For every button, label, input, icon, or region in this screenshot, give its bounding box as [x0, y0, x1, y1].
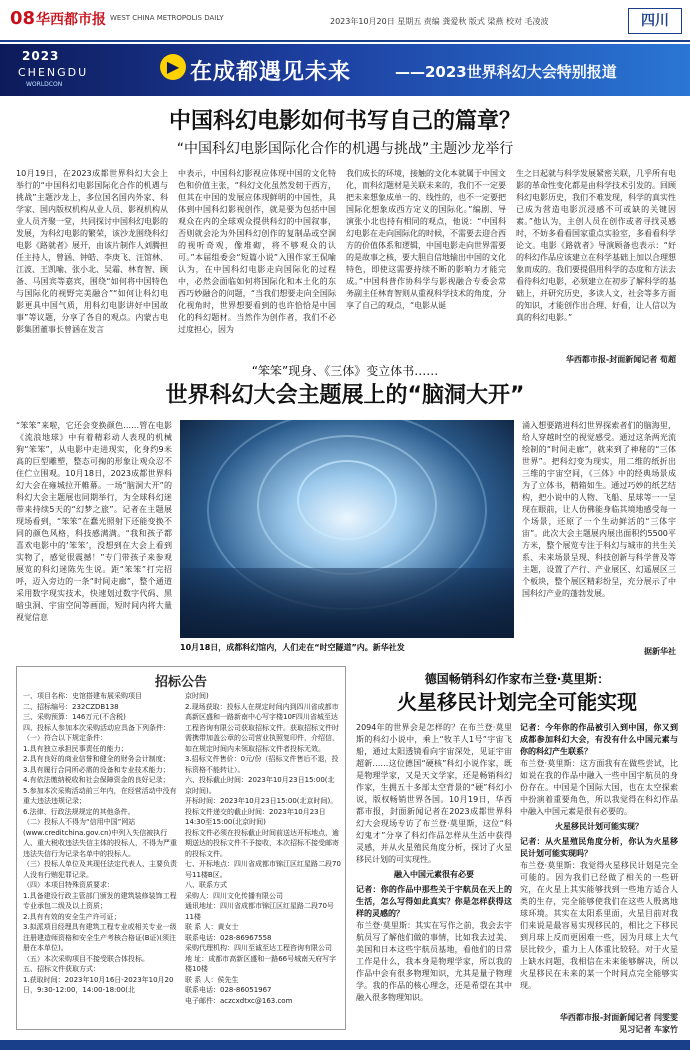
- article3-intro: 2094年的世界会是怎样的？在布兰登·莫里斯的科幻小说中，乘上“牧羊人1号”宇宙飞船，通过太阳透镜看向宇宙深处，见证宇宙超新……这位德国“硬核”科幻小说作家，既是物理学家，又是天文学家，还是畅销科幻作家，生拥五十多部太空背景的“硬”科幻小说，版权畅销世界各国。10月19日，华西都市报，封面新闻记者在2023成都世界科幻大会现场专访了布兰登·莫里斯，这位“科幻鬼才”分享了科幻作品怎样从生活中获得灵感，并从火星殖民角度分析，探讨了火星移民计划的可实现性。: [356, 723, 512, 864]
- banner-subtitle: ——2023世界科幻大会特别报道: [395, 63, 617, 81]
- banner-worldcon: WORLDCON: [26, 81, 63, 88]
- tunnel-floor: [180, 568, 514, 638]
- article3-subhead2: 火星移民计划可能实现？: [555, 822, 643, 831]
- article3-kicker: 德国畅销科幻作家布兰登·莫里斯：: [424, 672, 610, 686]
- banner-title: 在成都遇见未来: [190, 60, 352, 85]
- article3-title: 火星移民计划完全可能实现: [397, 690, 637, 714]
- tender-col2: 京时间) 2.现场获取：投标人在规定时间内到四川省成都市高新区盛和一路新南中心写字楼10F四川省城至达工程咨询有限公司获取招标文件。获取招标文件时需携带加盖公章的公司营业执照复印件，介绍信，如在规定时间内未领取招标文件者投标无效。 3.招标文件售价：0元/份（招标文件售后不退，投标资格不能转让）。 六、投标截止时间：2023年10月23日15:00(北京时间)。 开标时间：2023年10月23日15:00(北京时间)。 投标文件递交的截止时间：2023年10月23日14:30至15:00(北京时间) 投标文件必须在投标截止时间前送达开标地点，逾期送达的投标文件不予接收，本次招标不接受邮寄的投标文件。 七、开标地点：四川省成都市锦江区红星路二段70号11楼B区。 八、联系方式 采购人：四川文化传播有限公司 通讯地址：四川省成都市锦江区红星路二段70号11楼 联 系 人：黄女士 联系电话：028-86967558 采购代理机构：四川至诚至达工程咨询有限公司 地 址：成都市高新区盛和一路66号城南天府写字楼10楼 联 系 人：侯先生 联系电话：028-86051967 电子邮件：aczcxdtxc@163.com: [185, 692, 341, 1005]
- article2-col2: 涌入想要踏进科幻世界探索者们的脑海里，给人穿越时空的视觉感受。通过这条两光流绘制的“时间走廊”，就来到了神秘的“三体世界”。把科幻变为现实，用二维的纸折出三维的宇宙空间，《三体》中的经典场景成为了立体书，精箱如生。通过巧妙的纸艺结构，把小说中的人物、飞船、星球等一一呈现在眼前，让人仿佛能身临其境地感受每一个场景，还原了一个生动鲜活的“三体宇宙”。此次大会主题展内展出面积约5500平方米，整个展览专注于科幻与城市的共生关系、未来场景呈现、科技创新与科学普及等主题，设置了产行、产业展区、幻遥展区三个板块，整个展区精彩纷呈，充分展示了中国科幻产业的蓬勃发展。: [522, 421, 676, 598]
- article3-a1: 布兰登·莫里斯：其实在写作之前，我会去宇航员写了解他们做的事情，比如我去过美、美国和日本这些宇航员基地，看他们的日常工作是什么，我本身是物理学家，所以我的作品中会有很多物理知识，尤其是量子物理学。我的作品的核心理念，还是希望在其中融入很多物理知识。: [356, 921, 512, 1002]
- article3-a3: 布兰登·莫里斯：我觉得火星移民计划是完全可能的。因为我们已经做了相关的一些研究，在火星上其实能够找到一些地方适合人类的生存，完全能够使我们在这些人殷离地球环境。其实在太阳系里面，火星目前对我们来说是最容易实现移民的，相比之下移民到月球上反而更困难一些，因为月球上大气层比较少，重力上人体重比较轻。对于火星上缺水问题，我相信在未来能够解决，所以火星移民在未来的某一个时间点完全能够实现。: [520, 861, 678, 990]
- masthead: [0, 0, 690, 42]
- page-footer-bar: [0, 1040, 690, 1050]
- article3-q1: 记者：你的作品中那些关于宇航员在天上的生活，怎么写得如此真实？你是怎样获得这样的灵感的？: [356, 885, 512, 918]
- section-label: 四川: [628, 8, 682, 34]
- article3-col1: [356, 722, 512, 1030]
- article2-byline: 据新华社: [644, 647, 676, 656]
- article3-q3: 记者：从火星殖民角度分析，你认为火星移民计划可能实现吗？: [520, 837, 678, 858]
- article1-subtitle: “中国科幻电影国际化合作的机遇与挑战”主题沙龙举行: [176, 141, 514, 157]
- article1-col1: 10月19日，在2023成都世界科幻大会上举行的“中国科幻电影国际化合作的机遇与挑战”主题沙龙上，多位国名国内外家、科学家、国内版权机构从业人员、影视机构从业人员齐聚一堂，共同探讨中国科幻电影的发展，为科幻电影的繁荣，该沙龙围绕科幻电影《路就者》展开，由该片制作人刘腾担任主持人，曾涵、钟皓、李庚飞、汪馆林、江波、王凯喻、张小北、吴霜、林育智、顾备、马国宾等嘉宾，围绕“如何将中国特色与国际化的视野完美融合”“如何让科幻电影更具中国气质，用科幻电影讲好中国故事”等议题，分享了各自的观点。内蒙古电影集团董事长曾涵在发言: [16, 169, 168, 334]
- issue-meta: 2023年10月20日 星期五 责编 龚爱秋 版式 梁燕 校对 毛凌波: [330, 17, 549, 26]
- article3-byline: 华西都市报-封面新闻记者 闫雯雯 见习记者 车家竹: [559, 1013, 678, 1034]
- article1-col4: 生之日起就与科学发展紧密关联，几乎所有电影的革命性变化都是由科学技术引发的。回顾科幻电影历史，我们不难发现，科学的真实性已成为营造电影沉浸感不可或缺的关键因素。”他认为，主创人员在创作或者寻找灵感时，不妨多看看国家重点实验室，多看看科学论文。电影《路就者》导演顾备也表示：“好的科幻作品应该建立在科学基础上加以合理想象而成的。我们要提倡用科学的态度和方法去看待科幻电影，必须建立在初步了解科学的基础上，并研究历史，多读人文，社会等多方面的知识，才能创作出合理、好看，让人信以为真的科幻电影。”: [516, 169, 676, 322]
- article2-col1: “笨笨”来啦，它还会变换颜色……管在电影《流浪地球》中有着精彩动人表现的机械狗“笨笨”，从电影中走进现实，化身约9米高的巨型雕塑，整态可掬的形象让观众忍不住伫立围观。10月18日，2023成都世界科幻大会在雍城拉开帷幕。一场“脑洞大开”的科幻大会主题展也同期举行，为全球科幻迷带来持续5天的“幻梦之旅”。记者在主题展现场看到，“笨笨”在蠢光照射下还能变换不同的颜色风格，科技感满满。“我和孩子都喜欢电影中的‘笨笨’，没想到在大会上看到实物了，感觉很震撼！”专门带孩子来参观展览的科幻迷陈先生说。距“笨笨”打完招呼，迈入旁边的一条“时间走廊”，整个通道采用数字现实技术，快速划过数字代码、黑暗虫洞、宇宙空间等画面，短时间内将大量视觉信息: [16, 421, 172, 622]
- play-arrow-icon: ▶: [160, 54, 186, 80]
- paper-english-name: WEST CHINA METROPOLIS DAILY: [110, 14, 224, 22]
- tender-notice: [16, 666, 346, 1030]
- article2-title: 世界科幻大会主题展上的“脑洞大开”: [165, 383, 525, 408]
- article3-q2: 记者：今年你的作品被引入到中国，你又到成都参加科幻大会，有没有什么中国元素与你的科幻产生联系？: [520, 723, 678, 756]
- banner-city: CHENGDU: [18, 66, 89, 79]
- banner-year: 2023: [22, 49, 60, 63]
- tender-col1: 一、项目名称：史馆搭建布展采购项目 二、招标编号：232CZDB138 三、采购预算：146万元(不含税) 四、投标人参加本次采购活动应具备下列条件： （一）符合以下规定条件： 1.具有独立承担民事责任的能力； 2.具有良好的商业信誉和健全的财务会计制度； 3.具有履行合同所必需的设备和专业技术能力； 4.有依法缴纳税收和社会保障资金的良好记录； 5.参加本次采购活动前三年内，在经营活动中没有重大违法违规记录； 6.法律、行政法规规定的其他条件。 （二）投标人不得为“信用中国”网站(www.creditchina.gov.cn)中列入失信被执行人、重大税收违法失信主体的投标人，不得为严重违法失信行为记录名单中的投标人。 （三）投标人单位及其现任法定代表人、主要负责人没有行贿犯罪记录。 （四）本项目特殊资质要求： 1.具备建设行政主管部门颁发的建筑装修装饰工程专业承包二级及以上资质； 2.具有有效的安全生产许可证； 3.拟派项目经理具有建筑工程专业或相关专业一级注册建造师资格和安全生产考核合格证(B证)(须注册在本单位)。 （五）本次采购项目不接受联合体投标。 五、招标文件获取方式： 1.获取时间：2023年10月16日-2023年10月20日，9:30-12:00，14:00-18:00(北: [23, 692, 177, 994]
- article3-col2: [520, 722, 678, 1010]
- paper-logo: 华西都市报: [36, 12, 106, 28]
- article1-title: 中国科幻电影如何书写自己的篇章？: [168, 109, 521, 134]
- article3-a2: 布兰登·莫里斯：这方面我有在做些尝试，比如说在我的作品中融入一些中国宇航员的身份存在。中国是个国际大国，也在太空探索中扮演着重要角色，所以我觉得在科幻作品中融入中国元素是很有必要的。: [520, 759, 678, 816]
- article2-kicker: “笨笨”现身、《三体》变立体书……: [251, 364, 439, 378]
- article1-col2: 中表示，中国科幻影视应体现中国的文化特色和价值主张，“科幻文化虽然发轫于西方，但其在中国的发展应体现鲜明的中国性，具体到中国科幻影视创作，就是要为包括中国观众在内的全球观众提供科幻的中国叙事，否则就会沦为外国科幻创作的复制品或空洞的视听奇观，像堆砌，将不够观众的认可。”本届组委会“短篇小说”入围作家王侃喻认为，在中国科幻电影走向国际化的过程中，必然会面临如何将国际化和本土化的东西巧妙融合的问题，“当我们想要走向全国际化视角时，世界想要看到的也许恰恰是中国化的科幻题材。当然作为创作者，我们不必过度担心，因为: [178, 169, 336, 334]
- article3-subhead1: 融入中国元素很有必要: [394, 870, 474, 879]
- special-report-banner: [0, 44, 690, 96]
- page-number: 08: [10, 8, 36, 29]
- article1-byline: 华西都市报-封面新闻记者 荀超: [565, 355, 676, 364]
- tender-title: 招标公告: [154, 675, 207, 690]
- time-tunnel-photo: [180, 420, 514, 638]
- article1-col3: 我们成长的环境，接触的文化本就属于中国文化，而科幻题材是关联未来的，我们不一定要把未来想象成单一的、线性的，也不一定要把国际化想象成西方定义的国际化。”编剧、导演张小北也持有相同的观点，他说：“中国科幻电影在走向国际化的时候，不需要去迎合西方的价值体系和逻辑，中国电影走向世界需要的是故事之核，要大胆自信地输出中国的文化特色，即使这需要持续不断的影响力才能完成。”中国科普作协科学与影视融合专委会常务副主任林育智则从重视科学技术的角度，分享了自己的观点，“电影从诞: [346, 169, 506, 310]
- photo-caption: 10月18日，成都科幻馆内，人们走在“时空隧道”内。新华社发: [180, 643, 405, 652]
